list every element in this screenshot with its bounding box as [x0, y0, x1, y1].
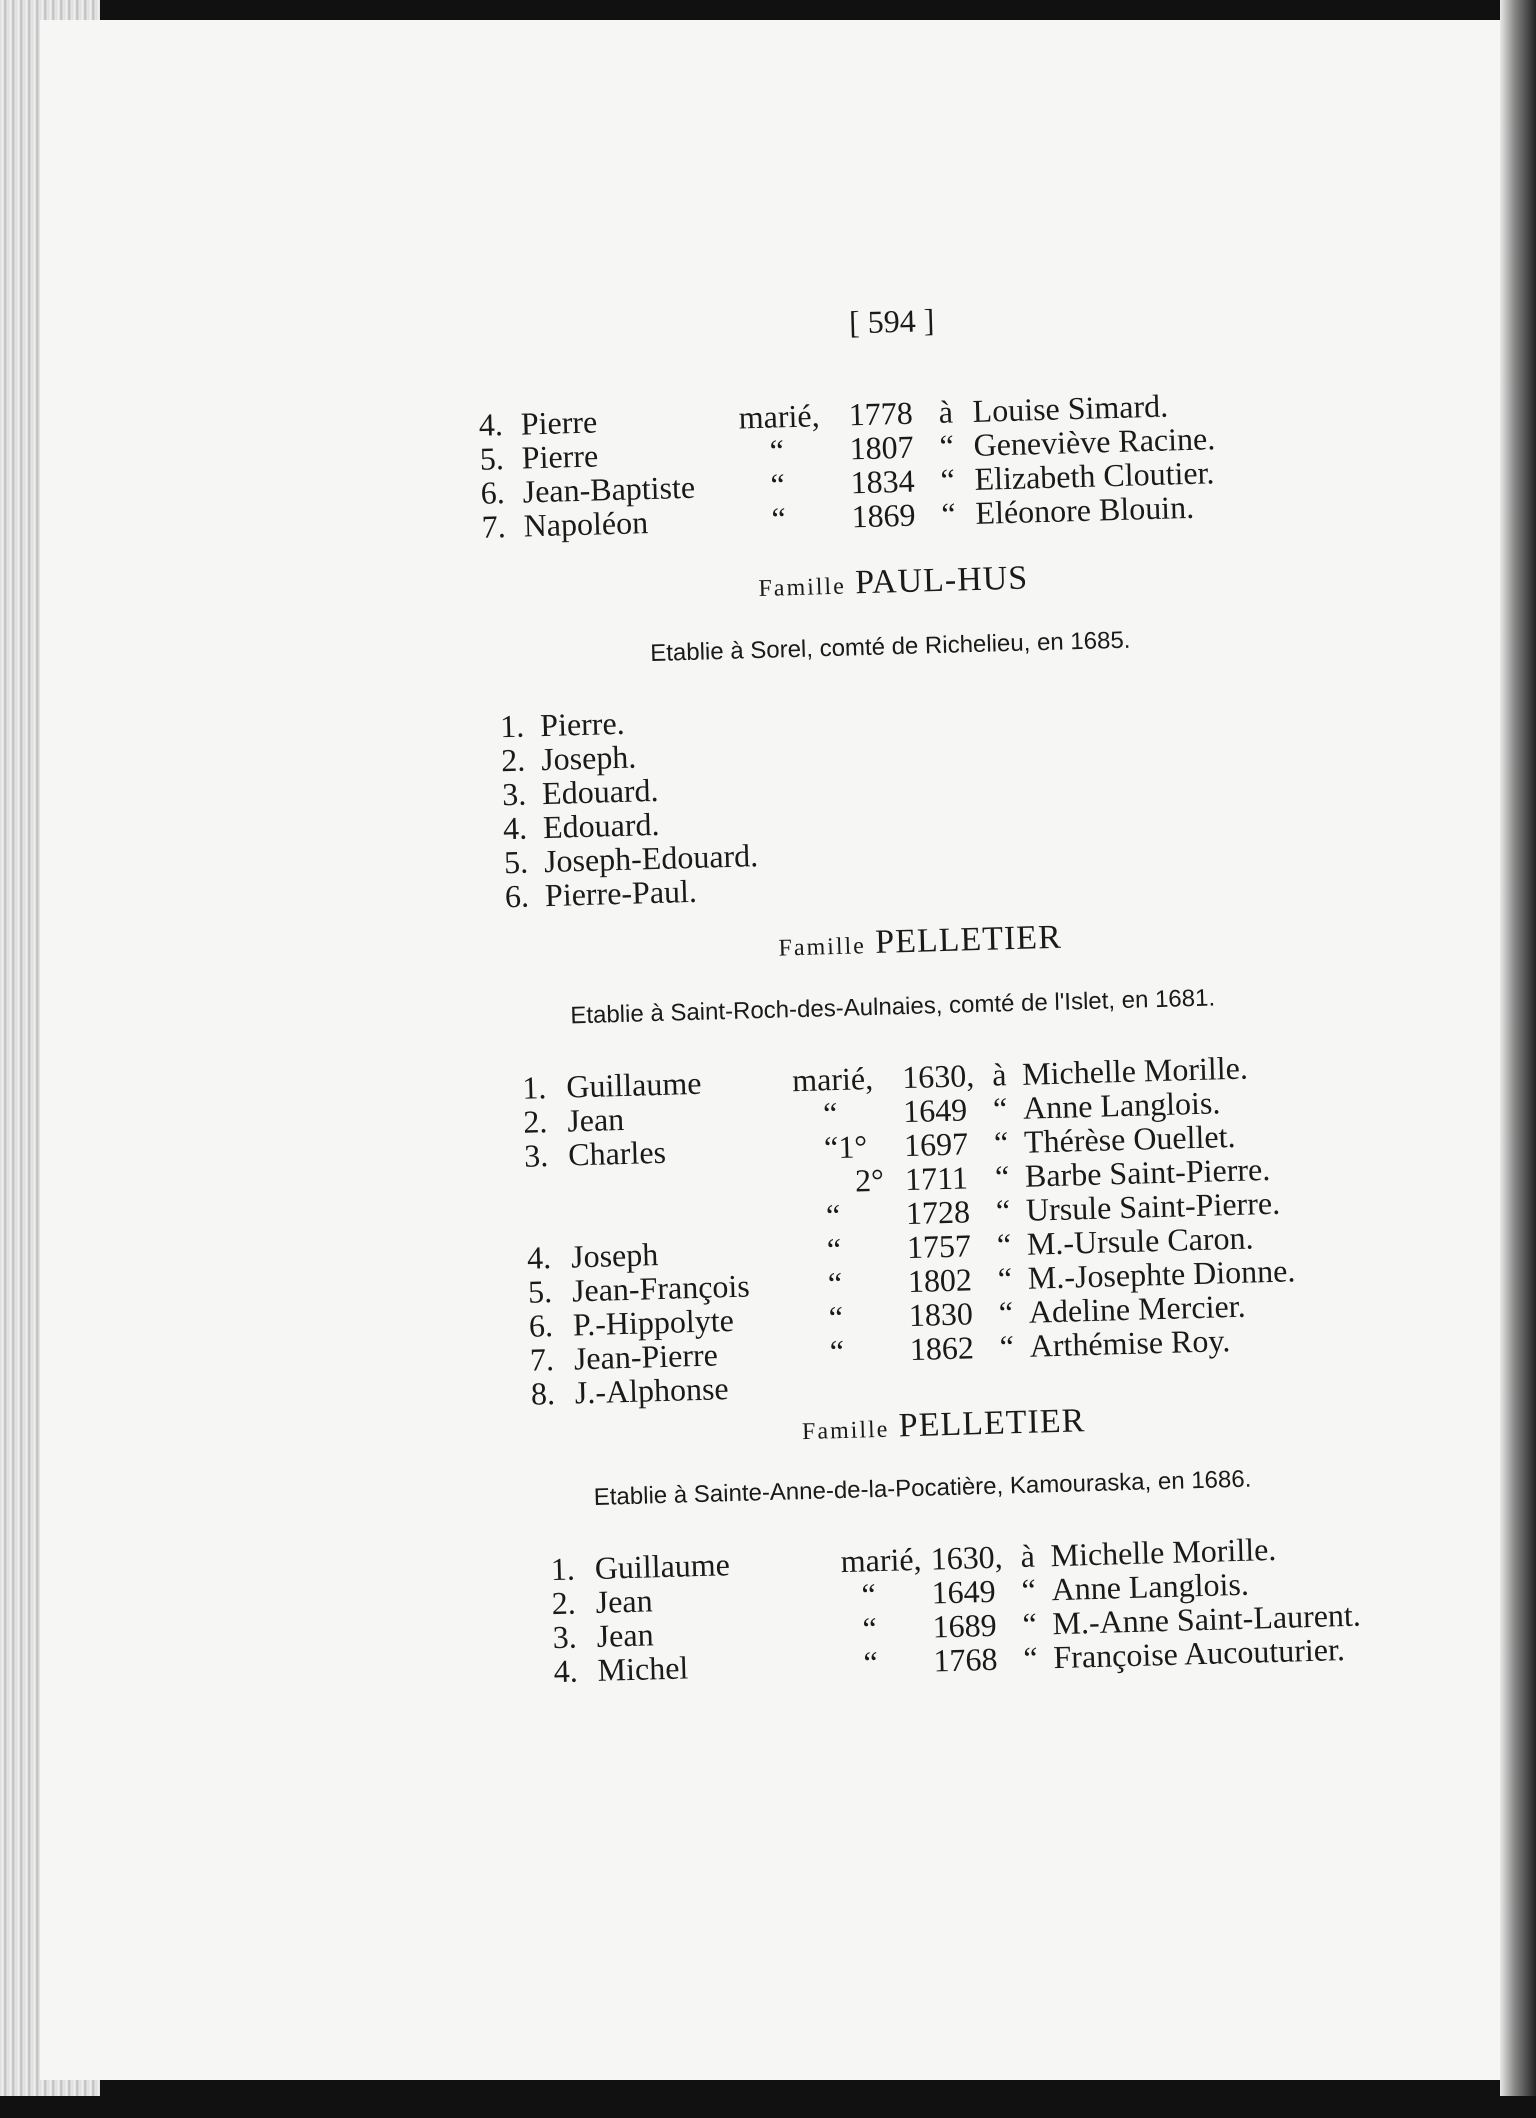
item-number: 5. — [479, 440, 505, 477]
table-row: 4. Joseph “ 1757 “ M.-Ursule Caron. — [526, 1219, 1254, 1276]
item-prep: “ — [940, 495, 957, 532]
list-item: 5. Joseph-Edouard. — [503, 837, 759, 881]
table-row: 3. Jean “ 1689 “ M.-Anne Saint-Laurent. — [552, 1596, 1362, 1656]
section-subtitle-pelletier-1: Etablie à Saint-Roch-des-Aulnaies, comté de l'Islet, en 1681. — [569, 984, 1216, 1030]
item-number: 6. — [480, 474, 506, 511]
table-row: 4. Michel “ 1768 “ Françoise Aucouturier. — [553, 1631, 1346, 1690]
section-heading-pelletier-2: Famille PELLETIER — [801, 1402, 1086, 1446]
table-row: 2. Jean “ 1649 “ Anne Langlois. — [551, 1565, 1250, 1622]
item-married: “ — [770, 466, 786, 503]
page-number: [ 594 ] — [848, 301, 935, 341]
table-row: 2° 1711 “ Barbe Saint-Pierre. — [854, 1150, 1271, 1199]
item-married: marié, — [738, 397, 821, 436]
section-subtitle-paulhus: Etablie à Sorel, comté de Richelieu, en 1685. — [649, 626, 1131, 668]
item-spouse: Louise Simard. — [972, 387, 1169, 429]
table-row: 7. Jean-Pierre “ 1862 “ Arthémise Roy. — [529, 1322, 1231, 1378]
item-name: Napoléon — [523, 504, 649, 544]
table-row: 8. J.-Alphonse — [530, 1370, 730, 1412]
table-row: 1. Guillaume marié, 1630, à Michelle Morille. — [521, 1049, 1249, 1106]
item-year: 1834 — [850, 462, 916, 501]
section-heading-pelletier-1: Famille PELLETIER — [778, 918, 1063, 962]
list-item: 2. Joseph. — [500, 738, 637, 779]
table-row: 3. Charles “1° 1697 “ Thérèse Ouellet. — [523, 1117, 1236, 1174]
item-number: 7. — [481, 508, 507, 545]
item-name: Jean-Baptiste — [522, 468, 696, 510]
item-year: 1778 — [848, 394, 914, 433]
item-year: 1869 — [851, 496, 916, 535]
item-spouse: Eléonore Blouin. — [974, 488, 1195, 531]
section-heading-paulhus: Famille PAUL-HUS — [758, 559, 1029, 602]
item-number: 4. — [478, 406, 504, 443]
list-item: 1. Pierre. — [499, 704, 626, 745]
item-prep: “ — [940, 461, 956, 498]
item-spouse: Elizabeth Cloutier. — [974, 454, 1215, 497]
item-married: “ — [769, 432, 785, 469]
item-year: 1807 — [849, 428, 915, 467]
table-row: 6. P.-Hippolyte “ 1830 “ Adeline Mercier. — [528, 1287, 1247, 1344]
list-item: 3. Edouard. — [501, 771, 659, 813]
item-spouse: Geneviève Racine. — [973, 420, 1216, 463]
item-married: “ — [771, 500, 787, 537]
item-name: Pierre — [521, 437, 599, 476]
table-row: 2. Jean “ 1649 “ Anne Langlois. — [522, 1084, 1221, 1140]
list-item: 6. Pierre-Paul. — [504, 872, 698, 915]
table-row: 1. Guillaume marié, 1630, à Michelle Morille. — [550, 1530, 1277, 1588]
section-subtitle-pelletier-2: Etablie à Sainte-Anne-de-la-Pocatière, Kamouraska, en 1686. — [593, 1465, 1252, 1511]
item-name: Pierre — [520, 403, 598, 442]
table-row: 5. Jean-François “ 1802 “ M.-Josephte Dionne. — [527, 1252, 1296, 1310]
list-item: 4. Edouard. — [502, 805, 660, 847]
item-prep: à — [938, 393, 954, 430]
item-prep: “ — [939, 427, 955, 464]
table-row: “ 1728 “ Ursule Saint-Pierre. — [825, 1184, 1281, 1234]
